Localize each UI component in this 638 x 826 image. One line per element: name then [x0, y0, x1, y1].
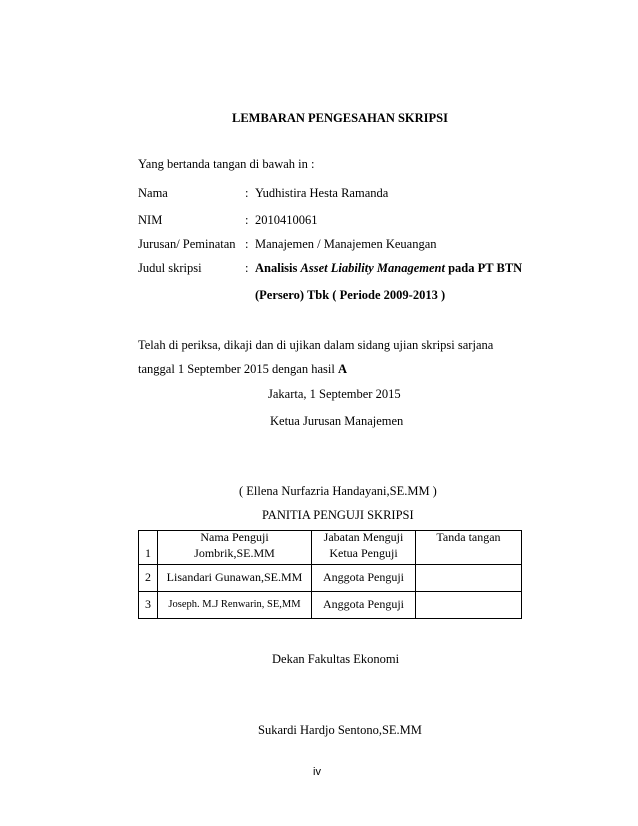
header-jabatan: Jabatan Menguji — [312, 531, 416, 545]
field-value-judul — [255, 261, 522, 276]
row-role: Ketua Penguji — [312, 544, 416, 564]
header-number — [139, 531, 158, 545]
field-value-judul-line2: (Persero) Tbk ( Periode 2009-2013 ) — [255, 288, 446, 302]
row-name: Jombrik,SE.MM — [158, 544, 312, 564]
document-title: LEMBARAN PENGESAHAN SKRIPSI — [232, 111, 449, 125]
field-label-nim: NIM — [138, 213, 163, 227]
table-header-row — [139, 531, 522, 545]
dean-name: Sukardi Hardjo Sentono,SE.MM — [258, 723, 422, 737]
judul-part2-italic: Asset Liability Management — [300, 261, 445, 275]
row-role: Anggota Penguji — [312, 564, 416, 591]
page-number: iv — [313, 766, 321, 778]
table-row — [139, 591, 522, 618]
table-row — [139, 564, 522, 591]
row-number: 3 — [139, 591, 158, 618]
row-signature — [416, 591, 522, 618]
row-number: 2 — [139, 564, 158, 591]
judul-part3: pada PT BTN — [444, 261, 523, 275]
row-name: Lisandari Gunawan,SE.MM — [158, 564, 312, 591]
field-sep-nama: : — [245, 186, 249, 200]
row-name: Joseph. M.J Renwarin, SE,MM — [158, 591, 312, 618]
header-nama-penguji: Nama Penguji — [158, 531, 312, 545]
statement-line2 — [138, 362, 347, 377]
field-sep-nim: : — [245, 213, 249, 227]
header-tanda-tangan: Tanda tangan — [416, 531, 522, 545]
statement-line2-text: tanggal 1 September 2015 dengan hasil — [138, 362, 338, 376]
examiners-table — [138, 530, 522, 619]
table-row — [139, 544, 522, 564]
field-value-jurusan: Manajemen / Manajemen Keuangan — [255, 237, 437, 251]
dean-title: Dekan Fakultas Ekonomi — [272, 652, 400, 666]
committee-title: PANITIA PENGUJI SKRIPSI — [262, 508, 414, 522]
field-value-nim: 2010410061 — [255, 213, 318, 227]
field-label-nama: Nama — [138, 186, 168, 200]
place-date: Jakarta, 1 September 2015 — [268, 387, 401, 401]
field-label-jurusan: Jurusan/ Peminatan — [138, 237, 236, 251]
field-sep-judul: : — [245, 261, 249, 275]
row-role: Anggota Penguji — [312, 591, 416, 618]
row-signature — [416, 544, 522, 564]
statement-line1: Telah di periksa, dikaji dan di ujikan dalam sidang ujian skripsi sarjana — [138, 338, 494, 352]
intro-text: Yang bertanda tangan di bawah in : — [138, 157, 315, 171]
row-signature — [416, 564, 522, 591]
field-sep-jurusan: : — [245, 237, 249, 251]
judul-part1: Analisis — [255, 261, 301, 275]
head-name: ( Ellena Nurfazria Handayani,SE.MM ) — [239, 484, 437, 498]
field-label-judul: Judul skripsi — [138, 261, 202, 275]
statement-grade: A — [337, 362, 347, 376]
head-title: Ketua Jurusan Manajemen — [270, 414, 404, 428]
row-number: 1 — [139, 544, 158, 564]
field-value-nama: Yudhistira Hesta Ramanda — [255, 186, 389, 200]
